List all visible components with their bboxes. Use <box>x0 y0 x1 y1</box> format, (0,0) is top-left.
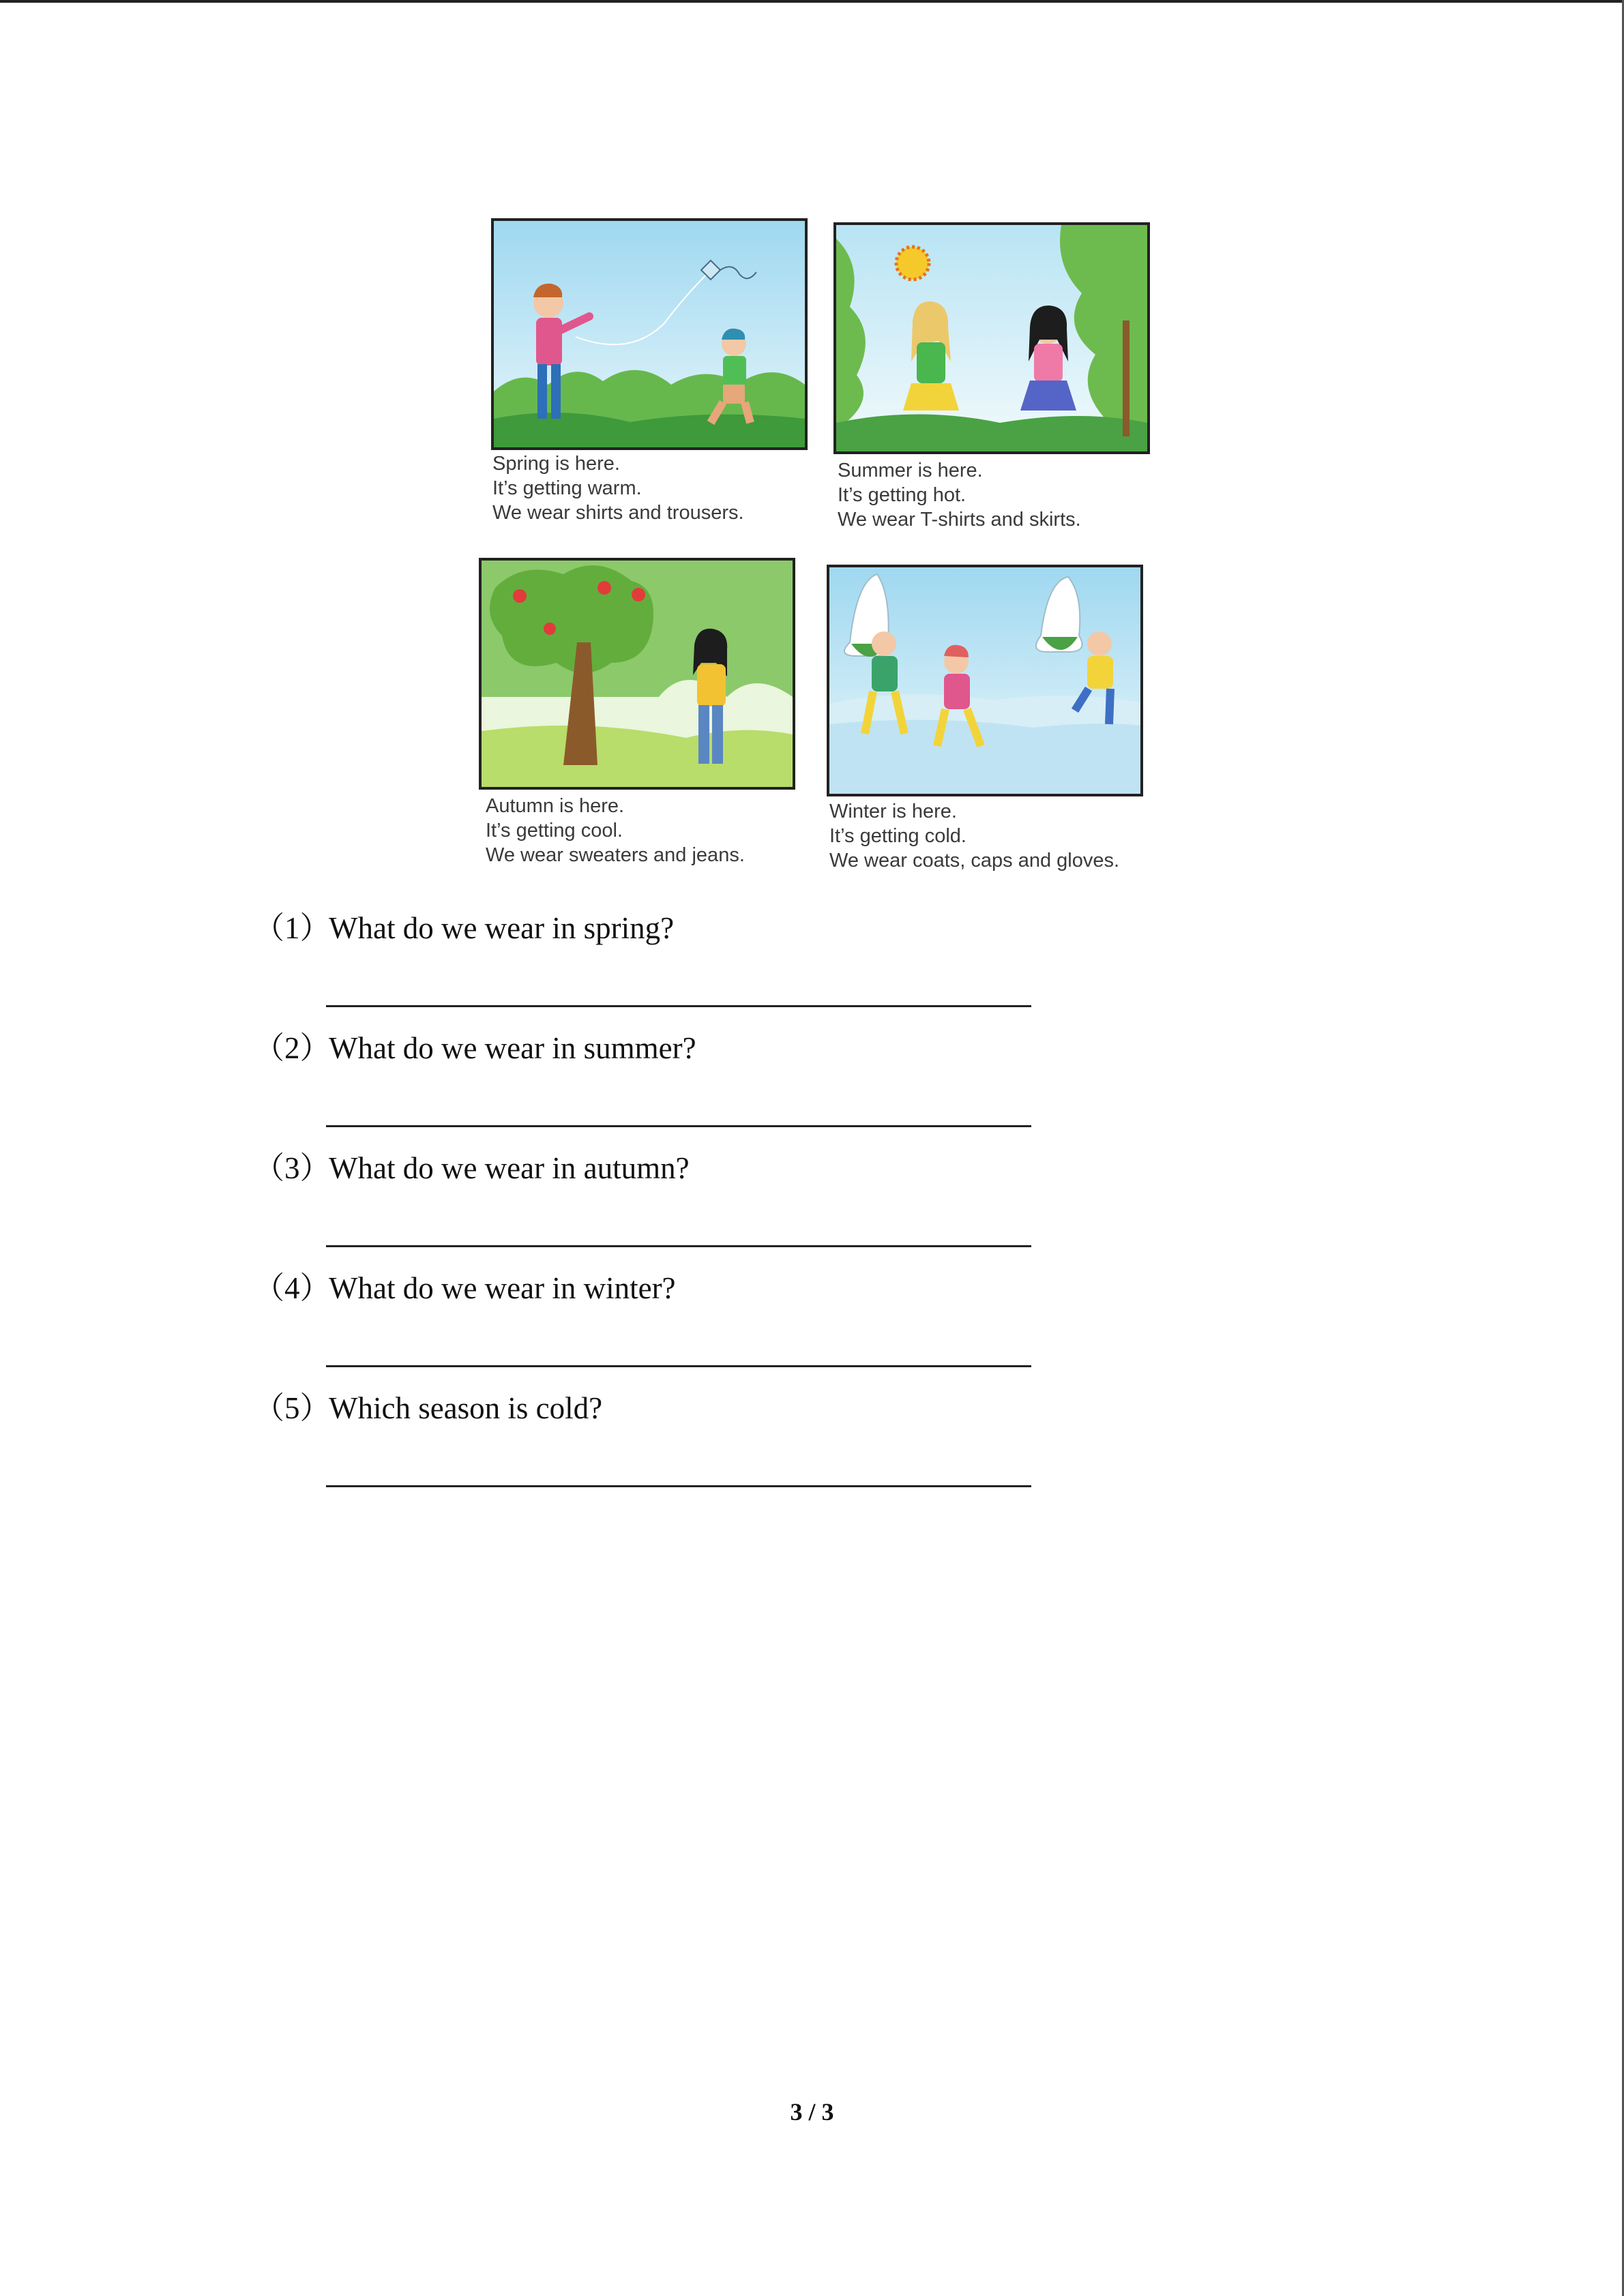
winter-illustration <box>829 567 1140 794</box>
caption-line: We wear shirts and trousers. <box>492 502 744 524</box>
question-1 <box>254 909 674 947</box>
question-number: （3） <box>254 1151 331 1185</box>
caption-line: Winter is here. <box>829 801 957 822</box>
question-number: （5） <box>254 1391 331 1425</box>
question-4 <box>254 1269 676 1307</box>
autumn-panel <box>479 558 795 790</box>
caption-line: We wear coats, caps and gloves. <box>829 850 1120 871</box>
question-number: （4） <box>254 1271 331 1305</box>
winter-panel <box>827 565 1143 796</box>
question-5 <box>254 1389 602 1427</box>
caption-line: We wear sweaters and jeans. <box>486 844 745 866</box>
caption-line: Spring is here. <box>492 453 620 475</box>
summer-illustration <box>836 225 1147 451</box>
caption-line: Autumn is here. <box>486 795 625 817</box>
question-text: What do we wear in summer? <box>329 1031 696 1065</box>
question-3 <box>254 1149 690 1187</box>
question-text: What do we wear in spring? <box>329 911 675 945</box>
question-number: （1） <box>254 911 331 945</box>
winter-caption <box>829 799 1119 873</box>
autumn-illustration <box>482 561 793 787</box>
caption-line: Summer is here. <box>838 460 983 481</box>
question-text: What do we wear in autumn? <box>329 1151 690 1185</box>
spring-illustration <box>494 221 805 447</box>
page-number: 3 / 3 <box>790 2098 834 2126</box>
question-text: Which season is cold? <box>329 1391 603 1425</box>
seasons-illustration <box>458 198 1168 876</box>
top-border <box>0 0 1624 3</box>
question-2 <box>254 1029 696 1067</box>
summer-caption <box>838 458 1081 532</box>
autumn-caption <box>486 794 745 867</box>
caption-line: It’s getting warm. <box>492 477 642 499</box>
caption-line: We wear T-shirts and skirts. <box>838 509 1081 531</box>
answer-line-2[interactable] <box>326 1125 1031 1127</box>
caption-line: It’s getting hot. <box>838 484 966 506</box>
question-number: （2） <box>254 1031 331 1065</box>
answer-line-4[interactable] <box>326 1365 1031 1367</box>
spring-panel <box>491 218 808 450</box>
spring-caption <box>492 451 744 525</box>
question-text: What do we wear in winter? <box>329 1271 676 1305</box>
caption-line: It’s getting cool. <box>486 820 623 841</box>
summer-panel <box>833 222 1150 454</box>
answer-line-5[interactable] <box>326 1485 1031 1487</box>
answer-line-1[interactable] <box>326 1005 1031 1007</box>
caption-line: It’s getting cold. <box>829 825 966 847</box>
answer-line-3[interactable] <box>326 1245 1031 1247</box>
